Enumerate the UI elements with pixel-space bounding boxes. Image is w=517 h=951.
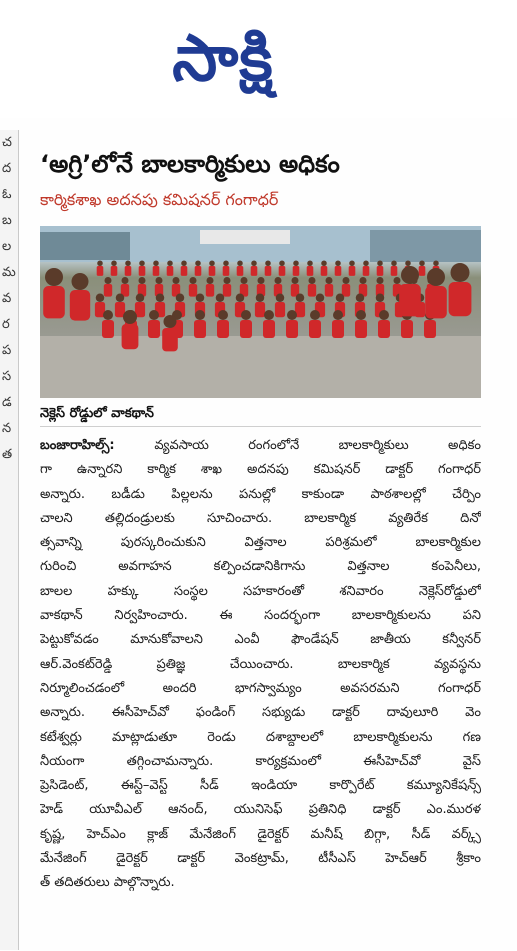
crowd-person — [97, 266, 104, 276]
crowd-head — [164, 315, 177, 328]
margin-fragment: ర — [2, 317, 10, 332]
article-line: నీయంగా తగ్గించామన్నారు. కార్యక్రమంలో ఈసీహెచ్‌వో వైస్ — [40, 753, 481, 769]
crowd-person — [308, 284, 316, 297]
crowd-head — [96, 294, 105, 303]
crowd-head — [105, 277, 112, 284]
crowd-person — [217, 320, 229, 338]
crowd-head — [209, 261, 215, 267]
crowd-head — [349, 261, 355, 267]
crowd-head — [241, 310, 251, 320]
crowd-head — [195, 310, 205, 320]
crowd-head — [111, 261, 117, 267]
adjacent-column-fragment — [0, 130, 19, 950]
crowd-head — [223, 261, 229, 267]
margin-fragment: స — [2, 369, 12, 384]
crowd-person — [377, 266, 384, 276]
crowd-head — [216, 294, 225, 303]
crowd-head — [156, 294, 165, 303]
crowd-person — [194, 320, 206, 338]
margin-fragment: చ — [2, 135, 12, 150]
crowd-head — [196, 294, 205, 303]
crowd-head — [181, 261, 187, 267]
crowd-person — [209, 266, 216, 276]
crowd-head — [276, 294, 285, 303]
dateline: బంజారాహిల్స్: — [40, 438, 155, 453]
crowd-person — [70, 290, 90, 321]
crowd-person — [181, 266, 188, 276]
crowd-person — [255, 302, 265, 317]
article-line: ప్రెసిడెంట్, ఈస్ట్–వెస్ట్ సీడ్ ఇండియా కార్పొరేట్ కమ్యూనికేషన్స్ — [40, 778, 481, 794]
crowd-head — [343, 277, 350, 284]
crowd-head — [149, 310, 159, 320]
headline: ‘అగ్రి’లోనే బాలకార్మికులు అధికం — [40, 150, 340, 178]
margin-fragment: ప — [2, 343, 12, 358]
photo-caption: నెక్లెస్ రోడ్డులో వాకథాన్ — [40, 402, 481, 427]
crowd-head — [116, 294, 125, 303]
crowd-head — [360, 277, 367, 284]
crowd-person — [189, 284, 197, 297]
margin-fragment: మ — [2, 265, 16, 280]
crowd-head — [356, 310, 366, 320]
crowd-head — [173, 277, 180, 284]
crowd-person — [148, 320, 160, 338]
crowd-person — [363, 266, 370, 276]
crowd-head — [264, 310, 274, 320]
crowd-person — [122, 324, 139, 349]
crowd-person — [125, 266, 132, 276]
article-line: గా ఉన్నారని కార్మిక శాఖ అదనపు కమిషనర్ డాక్టర్ గంగాధర్ — [40, 462, 481, 478]
crowd-person — [349, 266, 356, 276]
crowd-head — [190, 277, 197, 284]
article-line: అన్నారు. ఈసీహెచ్‌వో ఫండింగ్ సభ్యుడు డాక్టర్ దావులూరి వెం — [40, 705, 481, 721]
crowd-person — [153, 266, 160, 276]
crowd-head — [316, 294, 325, 303]
crowd-head — [377, 277, 384, 284]
crowd-head — [256, 294, 265, 303]
crowd-head — [292, 277, 299, 284]
margin-fragment: ల — [2, 239, 12, 254]
crowd-person — [399, 284, 421, 316]
crowd-person — [391, 266, 398, 276]
crowd-head — [293, 261, 299, 267]
crowd-person — [167, 266, 174, 276]
crowd-person — [332, 320, 344, 338]
crowd-person — [162, 328, 178, 351]
crowd-head — [207, 277, 214, 284]
crowd-head — [136, 294, 145, 303]
crowd-head — [125, 261, 131, 267]
crowd-head — [333, 310, 343, 320]
crowd-head — [296, 294, 305, 303]
crowd-head — [258, 277, 265, 284]
crowd-person — [309, 320, 321, 338]
article-line — [40, 434, 481, 458]
crowd-head — [224, 277, 231, 284]
crowd-head — [139, 277, 146, 284]
article-line: ఆర్.వెంకట్‌రెడ్డి ప్రతిజ్ఞ చేయించారు. బాలకార్మిక వ్యవస్థను — [40, 656, 481, 672]
margin-fragment: ద — [2, 161, 12, 176]
crowd-person — [325, 284, 333, 297]
crowd-person — [425, 286, 447, 318]
crowd-person — [307, 266, 314, 276]
crowd-person — [139, 266, 146, 276]
crowd-person — [321, 266, 328, 276]
crowd-head — [265, 261, 271, 267]
crowd-person — [102, 320, 114, 338]
crowd-person — [419, 266, 426, 276]
crowd-person — [111, 266, 118, 276]
masthead — [0, 0, 517, 118]
crowd-head — [156, 277, 163, 284]
crowd-person — [286, 320, 298, 338]
crowd-person — [275, 302, 285, 317]
crowd-head — [279, 261, 285, 267]
crowd-head — [72, 273, 89, 290]
crowd-person — [206, 284, 214, 297]
crowd-head — [195, 261, 201, 267]
crowd-head — [401, 266, 419, 284]
crowd-person — [237, 266, 244, 276]
crowd-person — [279, 266, 286, 276]
crowd-head — [336, 294, 345, 303]
crowd-head — [218, 310, 228, 320]
crowd-head — [97, 261, 103, 267]
article-line: అన్నారు. బడీడు పిల్లలను పనుల్లో కాకుండా పాఠశాలల్లో చేర్పిం — [40, 486, 481, 502]
crowd-head — [326, 277, 333, 284]
crowd-head — [405, 261, 411, 267]
crowd-head — [391, 261, 397, 267]
margin-fragment: బ — [2, 213, 12, 228]
subheadline: కార్మికశాఖ అదనపు కమిషనర్ గంగాధర్ — [40, 190, 279, 209]
article-line: నిర్మూలించడంలో అందరి భాగస్వామ్యం అవసరమని గంగాధర్ — [40, 680, 481, 696]
crowd-head — [427, 268, 445, 286]
crowd-head — [176, 294, 185, 303]
crowd-person — [293, 266, 300, 276]
article-line: త్ తదితరులు పాల్గొన్నారు. — [40, 875, 175, 891]
crowd-head — [153, 261, 159, 267]
crowd-person — [251, 266, 258, 276]
article-line: మేనేజింగ్ డైరెక్టర్ డాక్టర్ వెంకట్రామ్, టీసీఎస్ హెచ్‌ఆర్ శ్రీకాం — [40, 851, 481, 867]
crowd-person — [263, 320, 275, 338]
crowd-head — [275, 277, 282, 284]
crowd-head — [321, 261, 327, 267]
crowd-head — [310, 310, 320, 320]
article-line: వాకథాన్ నిర్వహించారు. ఈ సందర్భంగా బాలకార్మికులను పని — [40, 608, 481, 624]
crowd-head — [379, 310, 389, 320]
crowd-head — [376, 294, 385, 303]
crowd-head — [356, 294, 365, 303]
crowd-head — [363, 261, 369, 267]
crowd-head — [307, 261, 313, 267]
crowd-head — [241, 277, 248, 284]
crowd-head — [309, 277, 316, 284]
crowd-person — [342, 284, 350, 297]
crowd-person — [401, 320, 413, 338]
crowd-head — [419, 261, 425, 267]
crowd-person — [240, 320, 252, 338]
article-line: గురించి అవగాహన కల్పించడానికిగాను విత్తనాల కంపెనీలు, — [40, 559, 481, 575]
margin-fragment: న — [2, 421, 12, 436]
crowd-person — [265, 266, 272, 276]
walkathon-photo — [40, 226, 481, 398]
crowd-head — [335, 261, 341, 267]
article-body — [40, 434, 481, 946]
crowd-head — [394, 277, 401, 284]
crowd-head — [236, 294, 245, 303]
margin-fragment: వ — [2, 291, 12, 306]
margin-fragment: ఓ — [2, 187, 12, 202]
crowd-person — [223, 266, 230, 276]
crowd-head — [433, 261, 439, 267]
crowd-head — [377, 261, 383, 267]
crowd-person — [195, 266, 202, 276]
crowd-head — [237, 261, 243, 267]
article-line-text: వ్యవసాయ రంగంలోనే బాలకార్మికులు అధికం — [154, 438, 481, 453]
crowd-head — [287, 310, 297, 320]
crowd-person — [378, 320, 390, 338]
article-line: కటేశ్వర్లు మాట్లాడుతూ రెండు దశాబ్దాలలో బాలకార్మికులను గణ — [40, 729, 481, 745]
crowd-person — [223, 284, 231, 297]
crowd-head — [122, 277, 129, 284]
crowd-person — [449, 282, 472, 316]
margin-fragment: డ — [2, 395, 12, 410]
crowd-person — [355, 320, 367, 338]
article-line: పెట్టుకోవడం మానుకోవాలని ఎంవీ ఫౌండేషన్ జాతీయ కన్వీనర్ — [40, 632, 481, 648]
article-line: బాలల హక్కు సంస్థల సహకారంతో శనివారం నెక్లెస్‌రోడ్డులో — [40, 583, 481, 599]
article-line: త్సవాన్ని పురస్కరించుకుని విత్తనాల పరిశ్రమలో బాలకార్మికుల — [40, 535, 481, 551]
crowd-person — [424, 320, 436, 338]
crowd-head — [139, 261, 145, 267]
crowd-person — [335, 266, 342, 276]
crowd-head — [123, 310, 137, 324]
crowd-person — [104, 284, 112, 297]
masthead-logo: సాక్షి — [172, 22, 274, 96]
article-line: కృష్ణ, హెచ్‌ఎం క్లాజ్ మేనేజింగ్ డైరెక్టర్ మనీష్ బిగ్గా, సీడ్ వర్క్స్ — [40, 826, 481, 842]
crowd-head — [251, 261, 257, 267]
article-line: హెడ్ యూవీఎల్ ఆనంద్, యునిసెఫ్ ప్రతినిధి డాక్టర్ ఎం.మురళ — [40, 802, 481, 818]
margin-fragment: త — [2, 447, 13, 462]
crowd-head — [103, 310, 113, 320]
crowd-head — [451, 263, 470, 282]
crowd-head — [45, 268, 63, 286]
crowd-person — [43, 286, 65, 318]
crowd-head — [167, 261, 173, 267]
article-line: చాలని తల్లిదండ్రులకు సూచించారు. బాలకార్మిక వ్యతిరేక దినో — [40, 510, 481, 526]
